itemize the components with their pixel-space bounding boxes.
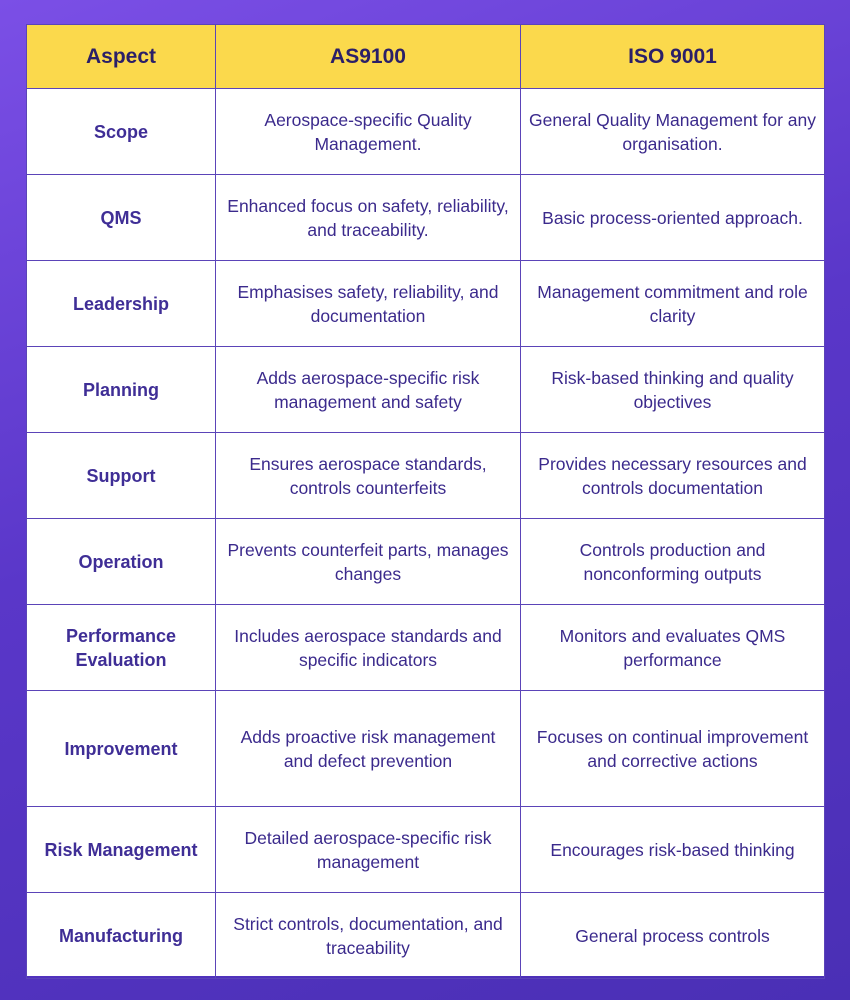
- header-aspect: Aspect: [27, 25, 216, 89]
- row-aspect-label: Manufacturing: [27, 893, 216, 979]
- row-iso9001-value: Encourages risk-based thinking: [521, 807, 825, 893]
- row-as9100-value: Emphasises safety, reliability, and documentation: [216, 261, 521, 347]
- row-aspect-label: Planning: [27, 347, 216, 433]
- row-iso9001-value: Monitors and evaluates QMS performance: [521, 605, 825, 691]
- table-row: [27, 605, 825, 691]
- row-iso9001-value: Provides necessary resources and controls documentation: [521, 433, 825, 519]
- row-as9100-value: Ensures aerospace standards, controls counterfeits: [216, 433, 521, 519]
- row-aspect-label: Improvement: [27, 691, 216, 807]
- row-iso9001-value: General process controls: [521, 893, 825, 979]
- row-as9100-value: Prevents counterfeit parts, manages changes: [216, 519, 521, 605]
- table-row: [27, 175, 825, 261]
- header-as9100: AS9100: [216, 25, 521, 89]
- table-row: [27, 89, 825, 175]
- row-iso9001-value: Focuses on continual improvement and corrective actions: [521, 691, 825, 807]
- row-as9100-value: Strict controls, documentation, and traceability: [216, 893, 521, 979]
- row-aspect-label: Support: [27, 433, 216, 519]
- table-row: [27, 691, 825, 807]
- header-iso9001: ISO 9001: [521, 25, 825, 89]
- row-iso9001-value: General Quality Management for any organisation.: [521, 89, 825, 175]
- comparison-table-container: [26, 24, 824, 976]
- row-iso9001-value: Risk-based thinking and quality objectives: [521, 347, 825, 433]
- row-as9100-value: Adds aerospace-specific risk management and safety: [216, 347, 521, 433]
- table-row: [27, 261, 825, 347]
- row-aspect-label: QMS: [27, 175, 216, 261]
- row-aspect-label: Leadership: [27, 261, 216, 347]
- row-iso9001-value: Basic process-oriented approach.: [521, 175, 825, 261]
- table-row: [27, 519, 825, 605]
- row-as9100-value: Enhanced focus on safety, reliability, and traceability.: [216, 175, 521, 261]
- table-row: [27, 347, 825, 433]
- row-as9100-value: Includes aerospace standards and specific indicators: [216, 605, 521, 691]
- table-row: [27, 893, 825, 979]
- row-aspect-label: Operation: [27, 519, 216, 605]
- row-as9100-value: Adds proactive risk management and defect prevention: [216, 691, 521, 807]
- row-aspect-label: Performance Evaluation: [27, 605, 216, 691]
- row-aspect-label: Scope: [27, 89, 216, 175]
- row-as9100-value: Aerospace-specific Quality Management.: [216, 89, 521, 175]
- table-header-row: [27, 25, 825, 89]
- row-aspect-label: Risk Management: [27, 807, 216, 893]
- row-iso9001-value: Controls production and nonconforming outputs: [521, 519, 825, 605]
- table-row: [27, 807, 825, 893]
- row-as9100-value: Detailed aerospace-specific risk management: [216, 807, 521, 893]
- row-iso9001-value: Management commitment and role clarity: [521, 261, 825, 347]
- table-row: [27, 433, 825, 519]
- comparison-table: [26, 24, 825, 979]
